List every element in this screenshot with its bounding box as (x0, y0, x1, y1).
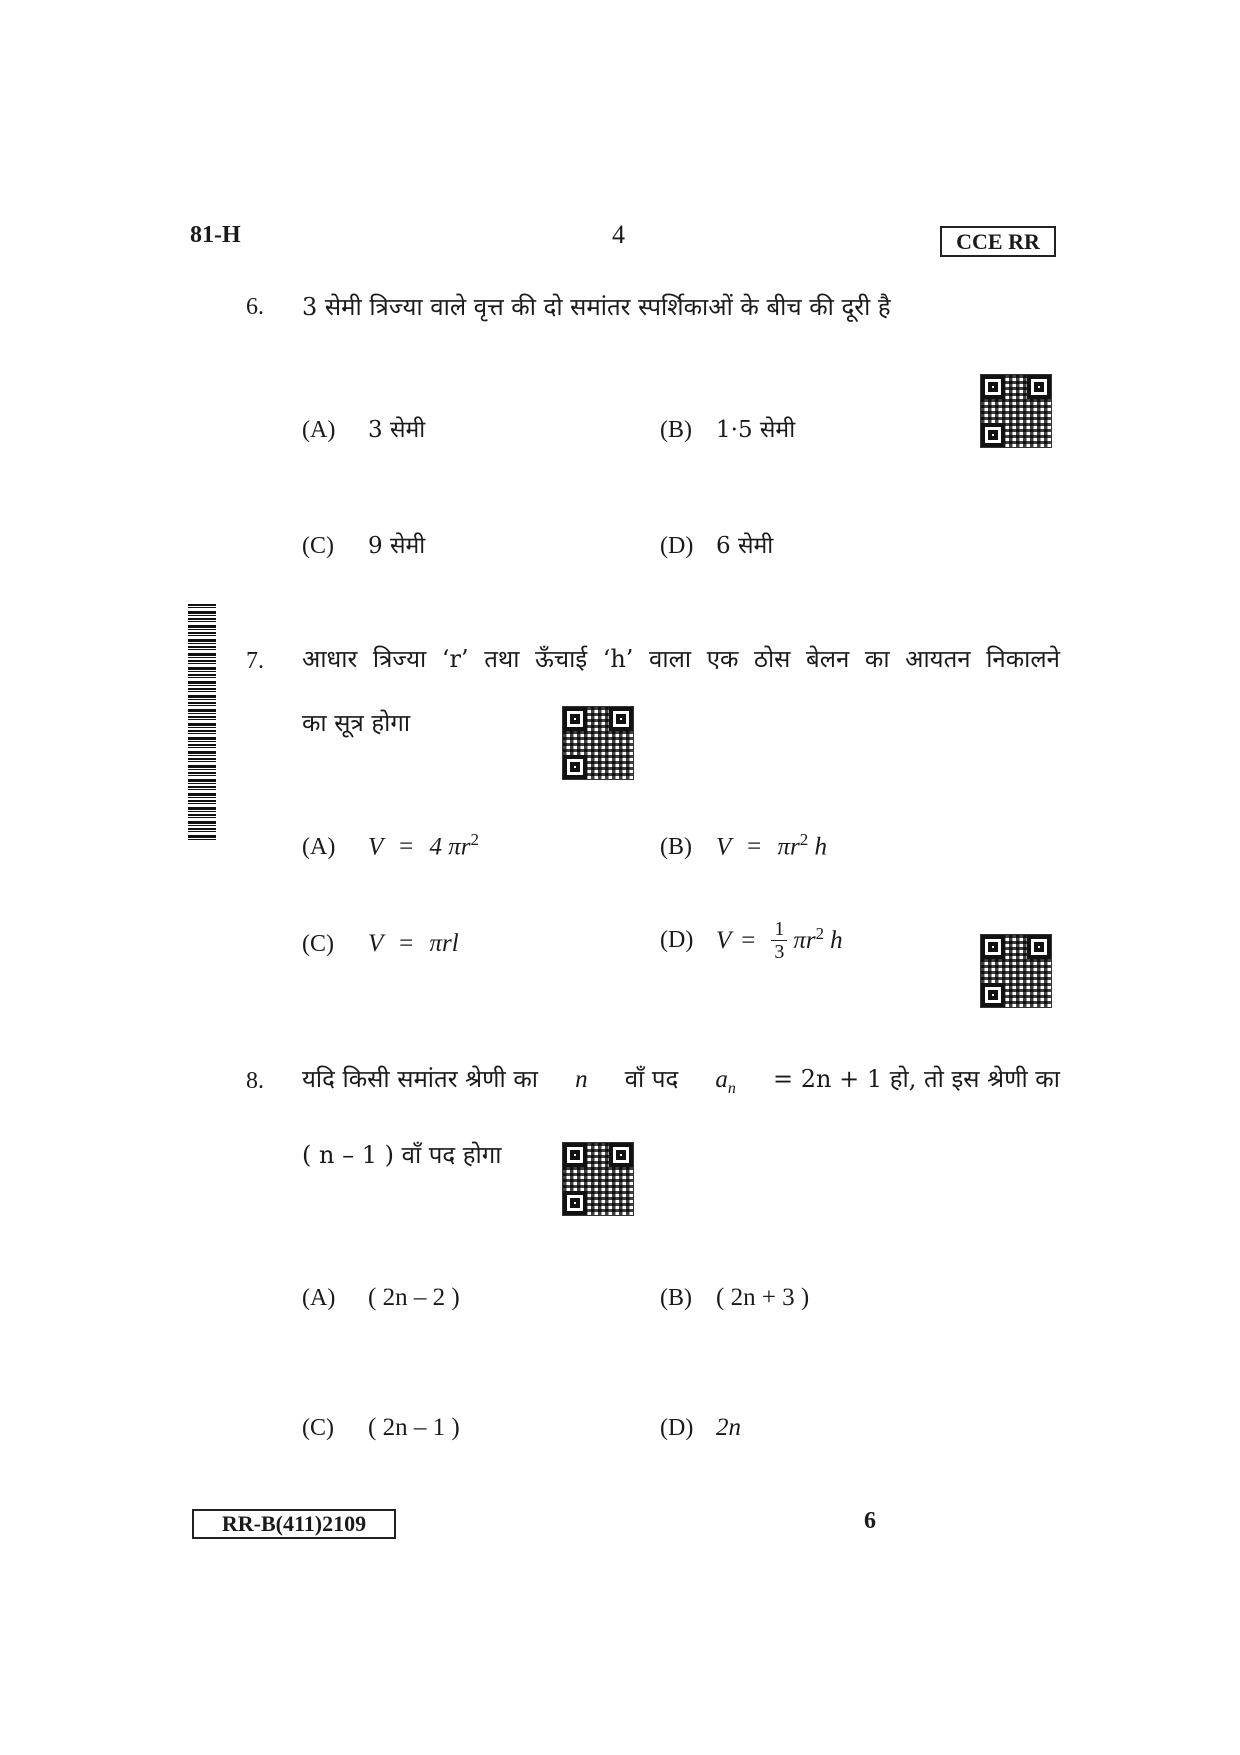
option-label: (B) (660, 834, 692, 861)
option-label: (C) (302, 533, 334, 559)
formula-fraction (771, 918, 787, 963)
formula-rhs: 4 πr (429, 833, 471, 861)
option-label: (C) (302, 1415, 334, 1441)
question-7-text-line1: आधार त्रिज्या ‘r’ तथा ऊँचाई ‘h’ वाला एक ठोस बेलन का आयतन निकालने (302, 645, 1060, 673)
question-8-text-line2: ( n – 1 ) वाँ पद होगा (302, 1141, 502, 1169)
question-8-text-line1 (302, 1062, 1060, 1098)
fraction-denominator: 3 (774, 941, 785, 963)
option-value: 3 सेमी (368, 417, 426, 443)
option-label: (D) (660, 533, 694, 559)
barcode-strip (188, 604, 216, 840)
question-6-text: 3 सेमी त्रिज्या वाले वृत्त की दो समांतर स्पर्शिकाओं के बीच की दूरी है (302, 293, 891, 321)
formula-exponent: 2 (799, 830, 809, 849)
q8-text-part-b: वाँ पद (624, 1065, 679, 1093)
option-value: 1·5 सेमी (716, 417, 796, 443)
formula-lhs: V (716, 926, 732, 954)
option-label: (D) (660, 1415, 694, 1441)
formula-rhs: πr (777, 833, 800, 861)
paper-code: 81-H (190, 222, 241, 248)
option-value: ( 2n – 1 ) (368, 1414, 460, 1441)
option-label: (A) (302, 1285, 336, 1311)
formula-lhs: V (716, 833, 731, 861)
q8-text-part-a: यदि किसी समांतर श्रेणी का (302, 1065, 538, 1093)
q8-a-symbol: a (715, 1066, 728, 1093)
option-label: (B) (660, 417, 692, 443)
option-value: 9 सेमी (368, 533, 426, 559)
qr-code-icon (980, 934, 1052, 1008)
q6-option-d (660, 528, 773, 560)
q8-a-subscript: n (727, 1080, 736, 1097)
option-value: ( 2n + 3 ) (716, 1284, 810, 1311)
option-label: (A) (302, 834, 336, 861)
option-label: (A) (302, 417, 336, 443)
formula-lhs: V (368, 930, 383, 957)
question-6-number: 6. (246, 294, 264, 320)
q7-option-a (302, 830, 479, 861)
q6-option-c (302, 528, 425, 560)
q7-option-c (302, 930, 459, 958)
qr-code-icon (980, 374, 1052, 448)
q8-text-part-c: = 2n + 1 हो, तो इस श्रेणी का (773, 1065, 1060, 1093)
question-7-number: 7. (246, 648, 264, 674)
qr-code-icon (562, 1142, 634, 1216)
formula-equals: = (399, 930, 414, 957)
formula-rhs: πrl (429, 930, 459, 957)
formula-equals: = (399, 833, 414, 861)
formula-equals: = (747, 833, 762, 861)
q8-option-d (660, 1414, 741, 1442)
q8-option-b (660, 1284, 809, 1312)
option-label: (B) (660, 1285, 692, 1311)
option-value: 6 सेमी (716, 533, 774, 559)
formula-rhs: πr (793, 926, 816, 954)
q8-text-n: n (575, 1066, 588, 1093)
formula-equals: = (741, 926, 756, 954)
question-7-text-line2: का सूत्र होगा (302, 709, 411, 737)
question-8-number: 8. (246, 1068, 264, 1094)
option-label: (D) (660, 927, 694, 953)
q6-option-a (302, 412, 425, 444)
q7-option-b (660, 830, 827, 861)
formula-lhs: V (368, 833, 383, 861)
q8-text-an (715, 1066, 736, 1098)
option-value: 2n (716, 1414, 741, 1441)
q8-option-a (302, 1284, 460, 1312)
formula-tail: h (814, 833, 827, 861)
q6-option-b (660, 412, 795, 444)
fraction-numerator: 1 (771, 918, 787, 941)
qr-code-icon (562, 706, 634, 780)
option-label: (C) (302, 931, 334, 957)
series-box: CCE RR (940, 226, 1056, 257)
q7-option-d (660, 918, 843, 963)
sheet-number: 6 (864, 1508, 876, 1534)
formula-exponent: 2 (470, 830, 479, 849)
footer-code-box: RR-B(411)2109 (192, 1509, 396, 1539)
option-value: ( 2n – 2 ) (368, 1284, 460, 1311)
formula-exponent: 2 (815, 924, 825, 943)
formula-tail: h (830, 926, 843, 954)
q8-option-c (302, 1414, 460, 1442)
page-number: 4 (612, 220, 625, 249)
